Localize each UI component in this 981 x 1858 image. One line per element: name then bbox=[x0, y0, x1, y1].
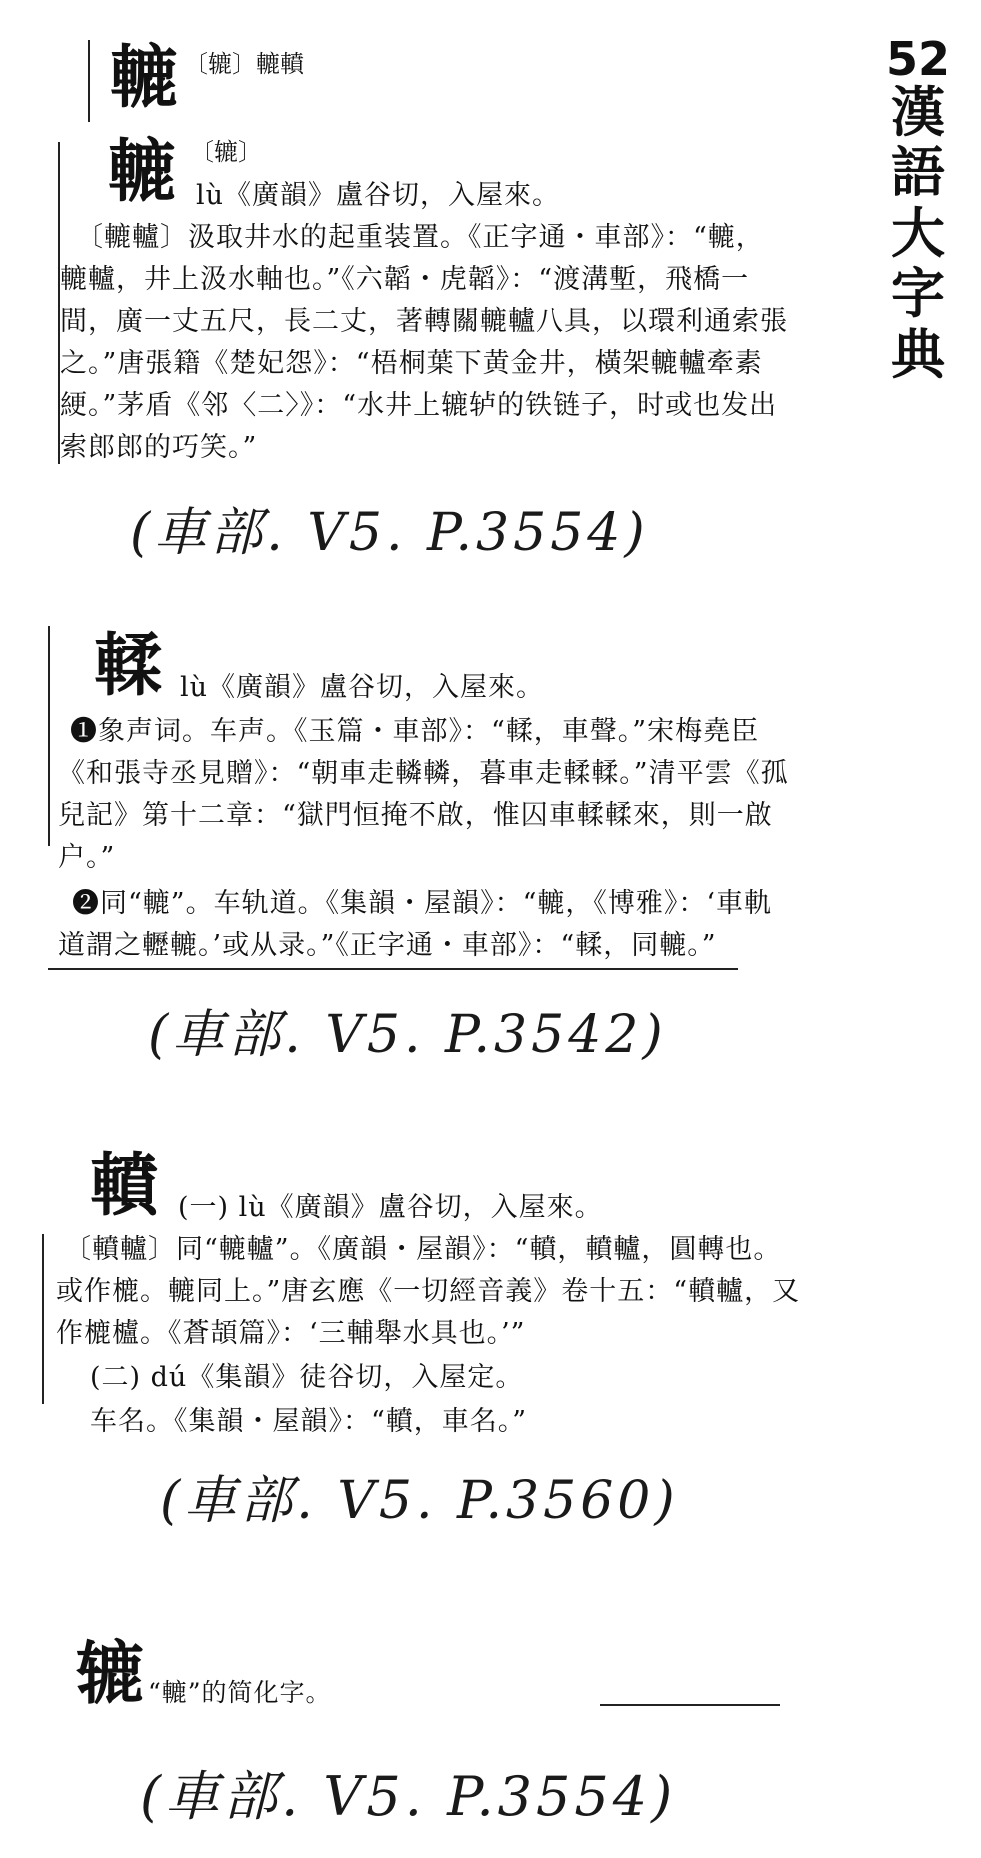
entry3-line: 〔轒轤〕同“轆轤”。《廣韻・屋韻》：“轒，轒轤，圓轉也。 bbox=[64, 1234, 782, 1265]
entry1-headword-2: 轆 bbox=[108, 132, 177, 212]
entry3-line: (二) dú《集韻》徒谷切，入屋定。 bbox=[90, 1362, 524, 1393]
entry2-line: ❷同“轆”。车轨道。《集韻・屋韻》：“轆，《博雅》：‘車軌 bbox=[72, 888, 772, 919]
margin-rule bbox=[88, 40, 90, 122]
margin-rule bbox=[48, 626, 50, 846]
book-title-char: 典 bbox=[891, 321, 945, 386]
book-title-char: 大 bbox=[891, 200, 945, 265]
book-title-char: 字 bbox=[891, 261, 945, 326]
entry1-line: 綆。”茅盾《邻〈二〉》：“水井上辘轳的铁链子，时或也发出 bbox=[60, 390, 778, 421]
entry1-pronunciation: lù《廣韻》盧谷切，入屋來。 bbox=[196, 180, 561, 211]
entry2-line: 《和張寺丞見贈》：“朝車走轔轔，暮車走輮輮。”清平雲《孤 bbox=[58, 758, 789, 789]
section-divider bbox=[600, 1704, 780, 1706]
entry3-pronunciation: (一) lù《廣韻》盧谷切，入屋來。 bbox=[178, 1192, 603, 1223]
book-title-char: 漢 bbox=[891, 80, 945, 144]
entry1-line: 之。”唐張籍《楚妃怨》：“梧桐葉下黄金井，橫架轆轤牽素 bbox=[60, 348, 763, 379]
entry3-line: 或作樚。轆同上。”唐玄應《一切經音義》卷十五：“轒轤，又 bbox=[56, 1276, 801, 1307]
entry1-variant-note: 〔辘〕轆轒 bbox=[184, 50, 304, 78]
entry3-line: 作樚櫨。《蒼頡篇》：‘三輔舉水具也。’” bbox=[56, 1318, 526, 1349]
entry1-line: 轆轤，井上汲水軸也。”《六韜・虎韜》：“渡溝塹，飛橋一 bbox=[60, 264, 750, 295]
entry2-pronunciation: lù《廣韻》盧谷切，入屋來。 bbox=[180, 672, 545, 703]
entry4-definition: “轆”的简化字。 bbox=[148, 1678, 332, 1707]
book-title bbox=[878, 82, 958, 384]
entry2-line: 户。” bbox=[58, 842, 116, 873]
book-volume-number: 52 bbox=[885, 32, 950, 86]
entry2-line: 道謂之轣轆。’或从录。”《正字通・車部》：“輮，同轆。” bbox=[58, 930, 717, 961]
entry2-headword: 輮 bbox=[94, 626, 163, 706]
entry2-line: ❶象声词。车声。《玉篇・車部》：“輮，車聲。”宋梅堯臣 bbox=[70, 716, 760, 747]
book-title-column bbox=[878, 32, 958, 386]
entry4-handwritten-reference: (車部. V5. P.3554) bbox=[140, 1765, 677, 1828]
section-divider bbox=[48, 968, 738, 970]
book-title-char: 語 bbox=[891, 140, 945, 205]
margin-rule bbox=[42, 1234, 44, 1404]
entry1-line: 〔轆轤〕汲取井水的起重装置。《正字通・車部》：“轆， bbox=[76, 222, 764, 253]
entry1-line: 間，廣一丈五尺，長二丈，著轉關轆轤八具，以環利通索張 bbox=[60, 306, 788, 337]
entry2-line: 兒記》第十二章：“獄門恒掩不啟，惟囚車輮輮來，則一啟 bbox=[58, 800, 773, 831]
entry3-headword: 轒 bbox=[90, 1146, 159, 1226]
entry1-line: 索郎郎的巧笑。” bbox=[60, 432, 258, 463]
entry1-handwritten-reference: (車部. V5. P.3554) bbox=[130, 503, 649, 563]
entry4-headword: 辘 bbox=[76, 1634, 145, 1714]
entry1-simplified-note: 〔辘〕 bbox=[190, 138, 262, 166]
entry1-headword: 轆 bbox=[110, 38, 179, 118]
entry3-line: 车名。《集韻・屋韻》：“轒，車名。” bbox=[90, 1406, 528, 1437]
entry3-handwritten-reference: (車部. V5. P.3560) bbox=[160, 1471, 679, 1531]
entry2-handwritten-reference: (車部. V5. P.3542) bbox=[148, 1005, 667, 1065]
